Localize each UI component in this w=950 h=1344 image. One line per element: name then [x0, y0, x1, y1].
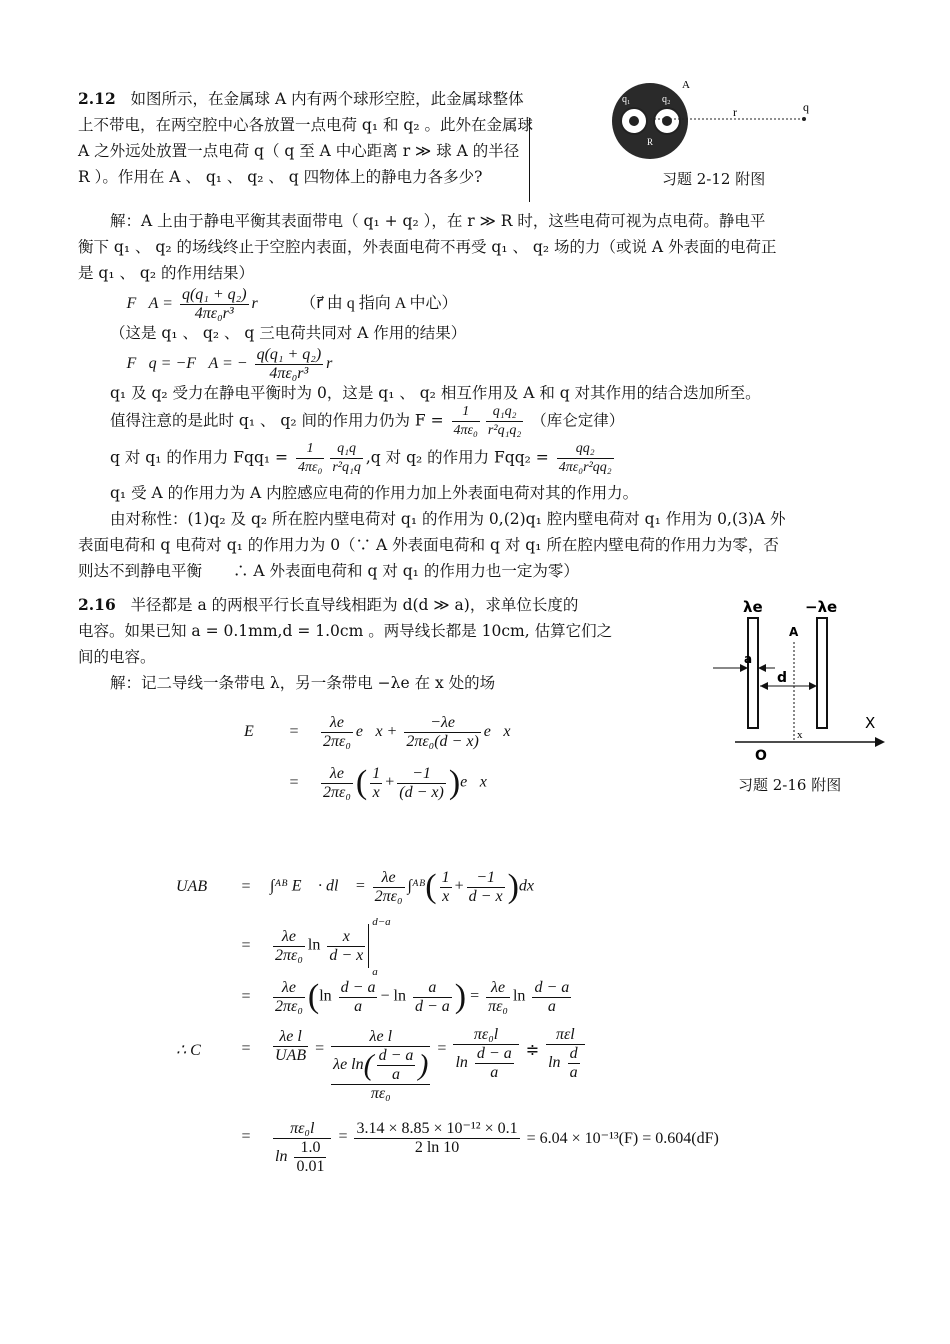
equals: = [437, 1040, 447, 1057]
eq-tail: r⃗ [326, 355, 345, 373]
numerator: 1 [296, 440, 324, 459]
statement-line: 间的电容。 [78, 648, 156, 666]
ln: ln [512, 987, 526, 1005]
paren-close: ) [454, 978, 467, 1015]
label-q: q [803, 100, 809, 114]
equation-U-row3 [176, 978, 574, 1016]
equals: = [241, 877, 251, 895]
denominator: 4πε₀r²qq₂ [558, 460, 612, 475]
fraction [404, 714, 480, 751]
cavity-1-inner [629, 116, 639, 126]
statement-line [78, 86, 568, 112]
numerator: πε₀l [273, 1120, 331, 1139]
denominator: a [547, 997, 556, 1015]
numerator: 3.14 × 8.85 × 10⁻¹² × 0.1 [356, 1120, 518, 1137]
eq-lhs: ∴ F⃗q = −F⃗A = − [110, 355, 248, 373]
equation-E-row2 [244, 764, 487, 802]
eq-note: （r⃗ 由 q 指向 A 中心） [300, 295, 458, 313]
numerator: λe [273, 979, 305, 998]
fraction [377, 1047, 416, 1084]
ln: ln [455, 1054, 468, 1072]
integral: ∫ᴬᴮ [407, 877, 426, 895]
equals: = [241, 987, 251, 1005]
fraction [486, 403, 523, 440]
fraction [180, 286, 249, 323]
denominator: 4πε₀ [453, 423, 478, 438]
paren-close: ) [448, 764, 461, 801]
term: e⃗x [460, 773, 487, 791]
equation-E-row1 [244, 714, 510, 751]
numerator: d [569, 1045, 578, 1062]
solution-line: 解：A 上由于静电平衡其表面带电（ q₁ + q₂ ），在 r ≫ R 时，这些电荷可视为点电荷。静电平 [110, 212, 766, 230]
text: 值得注意的是此时 q₁ 、 q₂ 间的作用力仍为 F = [110, 411, 444, 430]
fraction [452, 403, 480, 440]
numerator: d − a [534, 978, 570, 996]
label-lambda-e: λe [743, 598, 763, 616]
term: e⃗x [483, 723, 511, 741]
denominator: 2πε₀ [275, 946, 303, 964]
denominator: 4πε₀r³ [194, 305, 234, 322]
numerator: λe l [331, 1022, 430, 1047]
numerator: λe l [273, 1028, 308, 1047]
denominator: d − x [468, 887, 503, 905]
denominator: πε₀ [488, 997, 508, 1015]
statement-text: 如图所示，在金属球 A 内有两个球形空腔，此金属球整体 [130, 90, 524, 108]
denominator: x [442, 887, 450, 905]
fraction [321, 765, 353, 802]
minus-ln: − ln [380, 987, 406, 1005]
equals: = [289, 773, 299, 791]
solution-line-8: q₁ 受 A 的作用力为 A 内腔感应电荷的作用力加上外表面电荷对其的作用力。 [110, 484, 639, 502]
denominator: a [569, 1064, 578, 1081]
margin-rule [529, 118, 530, 202]
plus: + [454, 877, 464, 895]
fraction [273, 979, 305, 1016]
equation-U-row1 [176, 868, 534, 906]
numerator: λe [321, 765, 353, 784]
cavity-2-inner [662, 116, 672, 126]
label-A: A [789, 625, 799, 639]
fraction [327, 928, 365, 965]
fraction [321, 714, 353, 751]
numerator: qq₂ [557, 440, 614, 459]
ln: ln [275, 1148, 288, 1166]
wire-negative [817, 618, 827, 728]
fraction [440, 869, 452, 906]
numerator: 1 [452, 403, 480, 422]
eq-lhs: E⃗ [244, 723, 267, 741]
label-r: r [733, 105, 737, 119]
numerator: d − a [476, 1045, 512, 1062]
fraction [568, 1045, 580, 1082]
statement-line: 上不带电，在两空腔中心各放置一点电荷 q₁ 和 q₂ 。此外在金属球 [78, 116, 533, 134]
arrowhead-a2 [758, 664, 766, 672]
denominator: UAB [275, 1047, 307, 1064]
arrowhead-d1 [760, 682, 768, 690]
numerator: λe [486, 979, 510, 998]
label-x: x [797, 729, 803, 741]
fraction [397, 765, 446, 802]
numerator: −1 [467, 869, 505, 888]
fraction [486, 979, 510, 1016]
equals: = [241, 1040, 251, 1057]
numerator: −λe [404, 714, 480, 733]
fraction [273, 1028, 308, 1065]
numerator: λe [273, 928, 305, 947]
numerator: πε₀l [453, 1026, 518, 1045]
lower-limit: a [372, 966, 378, 978]
figure-2-16 [705, 596, 895, 766]
figure-caption-2-12: 习题 2-12 附图 [662, 170, 766, 188]
figure-caption-2-16: 习题 2-16 附图 [738, 776, 842, 794]
denominator: 2πε₀ [323, 733, 351, 750]
denominator: d − a [414, 997, 450, 1015]
paren-open: ( [355, 764, 368, 801]
numerator: a [413, 979, 452, 998]
label-A: A [682, 79, 690, 91]
fraction [294, 1139, 326, 1176]
denominator: 2πε₀ [323, 783, 351, 801]
statement-line: 解：记二导线一条带电 λ，另一条带电 −λe 在 x 处的场 [110, 674, 496, 692]
term: e⃗x + [355, 723, 398, 741]
symmetry-paragraph [78, 506, 858, 584]
numerator: 1.0 [294, 1139, 326, 1158]
equation-numeric-result [176, 1120, 719, 1176]
numerator: −1 [397, 765, 446, 784]
label-d: d [777, 670, 788, 686]
fraction [467, 869, 505, 906]
label-X: X [865, 714, 876, 732]
problem-number: 2.12 [78, 89, 116, 108]
statement-line: R ）。作用在 A 、 q₁ 、 q₂ 、 q 四物体上的静电力各多少? [78, 168, 483, 186]
numerator: 1 [372, 764, 381, 782]
label-minus-lambda-e: −λe [805, 598, 838, 616]
denominator: (d − x) [399, 783, 444, 801]
numerator: q₁q₂ [486, 403, 523, 422]
eq-lhs: ∴ F⃗A = [110, 295, 173, 313]
arrowhead-d2 [809, 682, 817, 690]
solution-line-4: （这是 q₁ 、 q₂ 、 q 三电荷共同对 A 作用的结果） [110, 324, 467, 342]
numerator: x [327, 928, 365, 947]
fraction [255, 346, 324, 383]
equals: = [241, 1128, 251, 1145]
coulomb-line [110, 403, 624, 440]
equation-force-on-A [110, 286, 457, 323]
denominator: a [490, 1064, 499, 1081]
problem-2-16-statement [78, 592, 678, 696]
evaluation-bar [368, 916, 399, 978]
fraction [413, 979, 452, 1016]
paren-close: ) [507, 868, 519, 905]
label-R: R [647, 137, 654, 147]
problem-number: 2.16 [78, 595, 116, 614]
paren-open: ( [363, 1048, 374, 1082]
plus: + [385, 773, 395, 791]
numerator: d − a [378, 1047, 414, 1064]
text: （库仑定律） [531, 411, 625, 430]
fraction [373, 869, 405, 906]
solution-2-12 [78, 208, 838, 286]
fraction [273, 928, 305, 965]
numerator: d − a [340, 978, 376, 996]
paren-open: ( [307, 978, 320, 1015]
label-O: O [755, 748, 767, 764]
denominator: r²q₁q [332, 460, 361, 475]
numerator: q(q₁ + q₂) [181, 286, 247, 303]
x-axis-arrowhead [875, 737, 885, 747]
denominator: 2πε₀ [275, 997, 303, 1015]
compound-fraction [331, 1022, 430, 1103]
statement-line: A 之外远处放置一点电荷 q（ q 至 A 中心距离 r ≫ 球 A 的半径 [78, 142, 520, 160]
fraction [546, 1026, 584, 1082]
fraction [354, 1120, 519, 1157]
integral: ∫ᴬᴮ E⃗ · dl⃗ = [270, 877, 366, 895]
ln: λe ln [333, 1056, 364, 1074]
eq-lhs: UAB [176, 877, 208, 895]
result: = 6.04 × 10⁻¹³(F) = 0.604(dF) [526, 1130, 719, 1147]
label-q2: q₂ [662, 94, 671, 105]
label-a: a [744, 652, 753, 666]
wire-positive [748, 618, 758, 728]
denominator: x [372, 783, 380, 801]
denominator: 4πε₀r³ [269, 365, 309, 382]
fraction [532, 979, 571, 1016]
denominator-bottom: πε₀ [370, 1085, 391, 1102]
charge-q-dot [802, 117, 806, 121]
denominator-top [331, 1047, 430, 1085]
ln: ln [548, 1054, 561, 1072]
text: ,q 对 q₂ 的作用力 Fqq₂ = [365, 448, 549, 467]
ln: ln [307, 936, 321, 954]
eq-tail: r⃗ [251, 295, 271, 313]
fraction [296, 440, 324, 477]
denominator: 4πε₀ [297, 460, 323, 475]
fraction [330, 440, 363, 477]
solution-line: 表面电荷和 q 电荷对 q₁ 的作用力为 0（∵ A 外表面电荷和 q 对 q₁ 所在腔内壁电荷的作用力为零，否 [78, 536, 779, 554]
label-q1: q₁ [622, 94, 631, 105]
upper-limit: d−a [372, 916, 391, 928]
equation-force-on-q [110, 346, 345, 383]
equals: = [470, 987, 480, 1005]
numerator: q(q₁ + q₂) [256, 346, 322, 363]
statement-line: 电容。如果已知 a = 0.1mm,d = 1.0cm 。两导线长都是 10cm, 估算它们之 [78, 622, 613, 640]
problem-2-12-statement [78, 86, 568, 190]
numerator: q₁q [330, 440, 363, 459]
statement-line [78, 592, 678, 618]
paren-close: ) [418, 1048, 429, 1082]
equals: = [289, 723, 299, 741]
fraction [453, 1026, 518, 1082]
fraction [475, 1045, 514, 1082]
equals: = [338, 1128, 348, 1145]
equals: = [241, 936, 251, 954]
solution-line-5: q₁ 及 q₂ 受力在静电平衡时为 0，这是 q₁ 、 q₂ 相互作用及 A 和 q 对其作用的结合迭加所至。 [110, 384, 761, 402]
denominator: 2πε₀(d − x) [406, 733, 479, 750]
denominator: 2πε₀ [374, 887, 403, 905]
fraction [370, 765, 382, 802]
denominator: a [392, 1066, 401, 1083]
denominator: 2 ln 10 [414, 1139, 460, 1156]
numerator: 1 [441, 868, 450, 886]
fraction [557, 440, 614, 477]
denominator: r²q₁q₂ [487, 423, 522, 438]
statement-text: 半径都是 a 的两根平行长直导线相距为 d(d ≫ a)，求单位长度的 [130, 596, 579, 614]
ln: ln [319, 987, 332, 1005]
differential: dx [518, 877, 534, 895]
fraction [339, 979, 378, 1016]
fraction [273, 1120, 331, 1176]
eq-lhs: ∴ C [176, 1042, 201, 1059]
denominator: d − x [329, 946, 364, 964]
equation-U-row2 [176, 916, 399, 978]
equals: = [315, 1040, 325, 1057]
solution-line: 衡下 q₁ 、 q₂ 的场线终止于空腔内表面，外表面电荷不再受 q₁ 、 q₂ 场的力（或说 A 外表面的电荷正 [78, 238, 777, 256]
equation-C [176, 1022, 588, 1103]
text: q 对 q₁ 的作用力 Fqq₁ = [110, 448, 288, 467]
numerator: λe [321, 714, 353, 733]
force-q-on-q1-line [110, 440, 617, 477]
figure-2-12 [600, 74, 830, 164]
solution-line: 是 q₁ 、 q₂ 的作用结果） [78, 264, 254, 282]
denominator: 0.01 [296, 1158, 325, 1175]
numerator: πεl [546, 1026, 584, 1045]
approx: ≑ [525, 1042, 540, 1059]
numerator: λe [373, 869, 405, 888]
denominator: a [354, 997, 363, 1015]
paren-open: ( [425, 868, 437, 905]
solution-line: 由对称性：(1)q₂ 及 q₂ 所在腔内壁电荷对 q₁ 的作用为 0,(2)q₁ 腔内壁电荷对 q₁ 作用为 0,(3)A 外 [110, 510, 786, 528]
solution-line: 则达不到静电平衡 ∴ A 外表面电荷和 q 对 q₁ 的作用力也一定为零） [78, 562, 579, 580]
